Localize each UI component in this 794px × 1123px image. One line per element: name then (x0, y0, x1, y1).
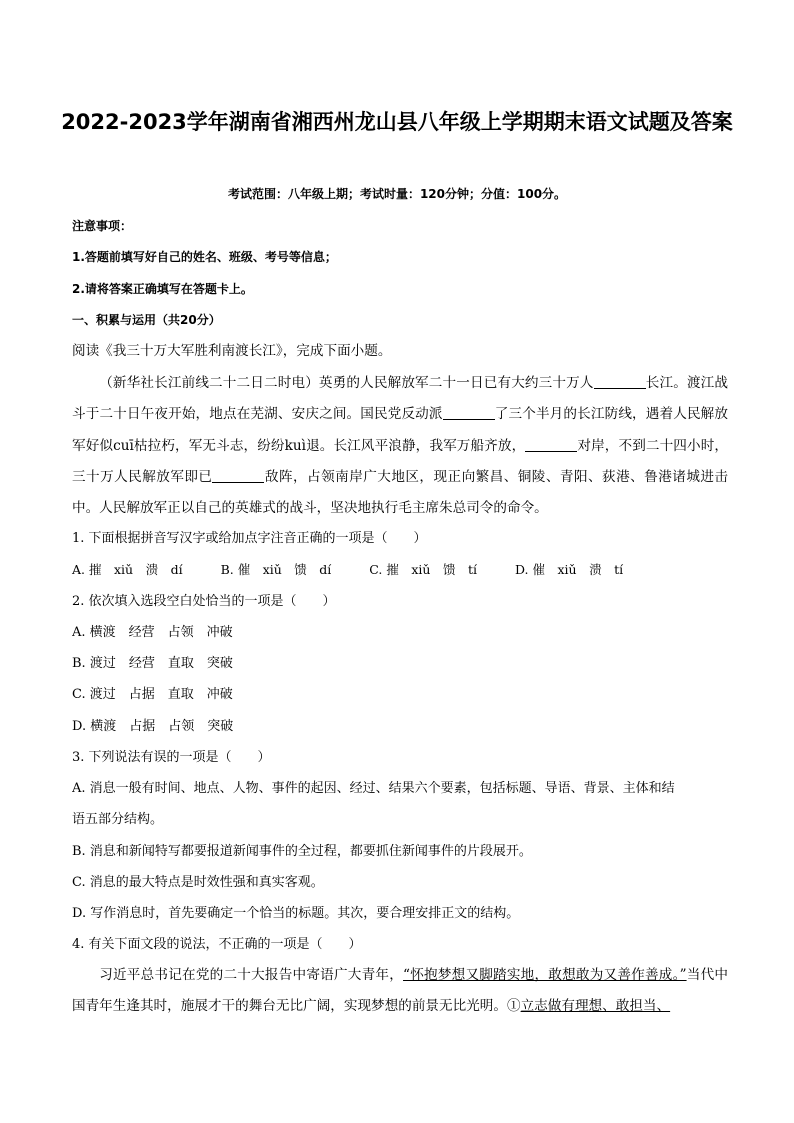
q1-options (72, 560, 657, 580)
q4-passage (72, 960, 728, 1023)
blank-4 (212, 468, 264, 483)
q4-passage-a: 习近平总书记在党的二十大报告中寄语广大青年， (99, 967, 404, 983)
q3-option-b[interactable]: B. 消息和新闻特写都要报道新闻事件的全过程，都要抓住新闻事件的片段展开。 (72, 844, 532, 859)
q3-stem: 3. 下列说法有误的一项是（ ） (72, 750, 271, 765)
q1-option-b[interactable]: B. 催 xiǔ 馈 dí (220, 562, 332, 577)
passage-part-3: 了三个半月的长江防线，遇着人民解放军好似cuī枯拉朽，军无斗志，纷纷kuì退。长江风平浪静，我军万船齐放， (72, 406, 729, 454)
q3-option-d[interactable]: D. 写作消息时，首先要确定一个恰当的标题。其次，要合理安排正文的结构。 (72, 906, 520, 921)
q2-stem: 2. 依次填入选段空白处恰当的一项是（ ） (72, 594, 336, 609)
q4-stem: 4. 有关下面文段的说法，不正确的一项是（ ） (72, 937, 362, 952)
q2-option-a[interactable]: A. 横渡 经营 占领 冲破 (72, 625, 233, 640)
q3-option-c[interactable]: C. 消息的最大特点是时效性强和真实客观。 (72, 875, 324, 890)
q4-quote: “怀抱梦想又脚踏实地，敢想敢为又善作善成。” (403, 967, 687, 983)
blank-3 (525, 437, 577, 452)
passage-part-1: （新华社长江前线二十二日二时电）英勇的人民解放军二十一日已有大约三十万人 (99, 375, 594, 391)
q1-option-a[interactable]: A. 摧 xiǔ 溃 dí (72, 562, 183, 577)
note-1: 1.答题前填写好自己的姓名、班级、考号等信息； (72, 250, 337, 264)
reading-prompt: 阅读《我三十万大军胜利南渡长江》，完成下面小题。 (72, 343, 392, 359)
note-2: 2.请将答案正确填写在答题卡上。 (72, 282, 253, 296)
news-passage (72, 368, 728, 524)
q1-option-d[interactable]: D. 催 xiǔ 溃 tí (514, 562, 624, 577)
q4-passage-c: 立志做有理想、敢担当、 (520, 998, 671, 1015)
blank-1 (594, 374, 646, 389)
blank-2 (443, 406, 495, 421)
q1-stem: 1. 下面根据拼音写汉字或给加点字注音正确的一项是（ ） (72, 531, 427, 546)
q2-option-b[interactable]: B. 渡过 经营 直取 突破 (72, 656, 233, 671)
q1-option-c[interactable]: C. 摧 xiǔ 馈 tí (369, 562, 477, 577)
q3-option-a-cont: 语五部分结构。 (72, 812, 164, 827)
section-heading: 一、积累与运用（共20分） (72, 313, 221, 327)
passage-part-4: 对岸，不到二十四小时，三十万人民解放军即已 (72, 437, 729, 485)
exam-info: 考试范围：八年级上期；考试时量：120分钟；分值：100分。 (227, 187, 567, 201)
q2-option-d[interactable]: D. 横渡 占据 占领 突破 (72, 719, 234, 734)
q4-passage-b: 当代中国青年生逢其时，施展才干的舞台无比广阔，实现梦想的前景无比光明。① (72, 967, 728, 1015)
passage-part-2: 长江。渡江战斗于二十日午夜开始，地点在芜湖、安庆之间。国民党反动派 (72, 375, 729, 423)
q3-option-a[interactable]: A. 消息一般有时间、地点、人物、事件的起因、经过、结果六个要素，包括标题、导语、背景、主体和结 (72, 781, 675, 796)
q2-option-c[interactable]: C. 渡过 占据 直取 冲破 (72, 687, 233, 702)
notes-heading: 注意事项： (72, 219, 133, 233)
document-title: 2022-2023学年湖南省湘西州龙山县八年级上学期期末语文试题及答案 (61, 110, 733, 134)
passage-part-5: 敌阵，占领南岸广大地区，现正向繁昌、铜陵、青阳、荻港、鲁港诸城进击中。人民解放军正以自己的英雄式的战斗，坚决地执行毛主席朱总司令的命令。 (72, 468, 729, 517)
